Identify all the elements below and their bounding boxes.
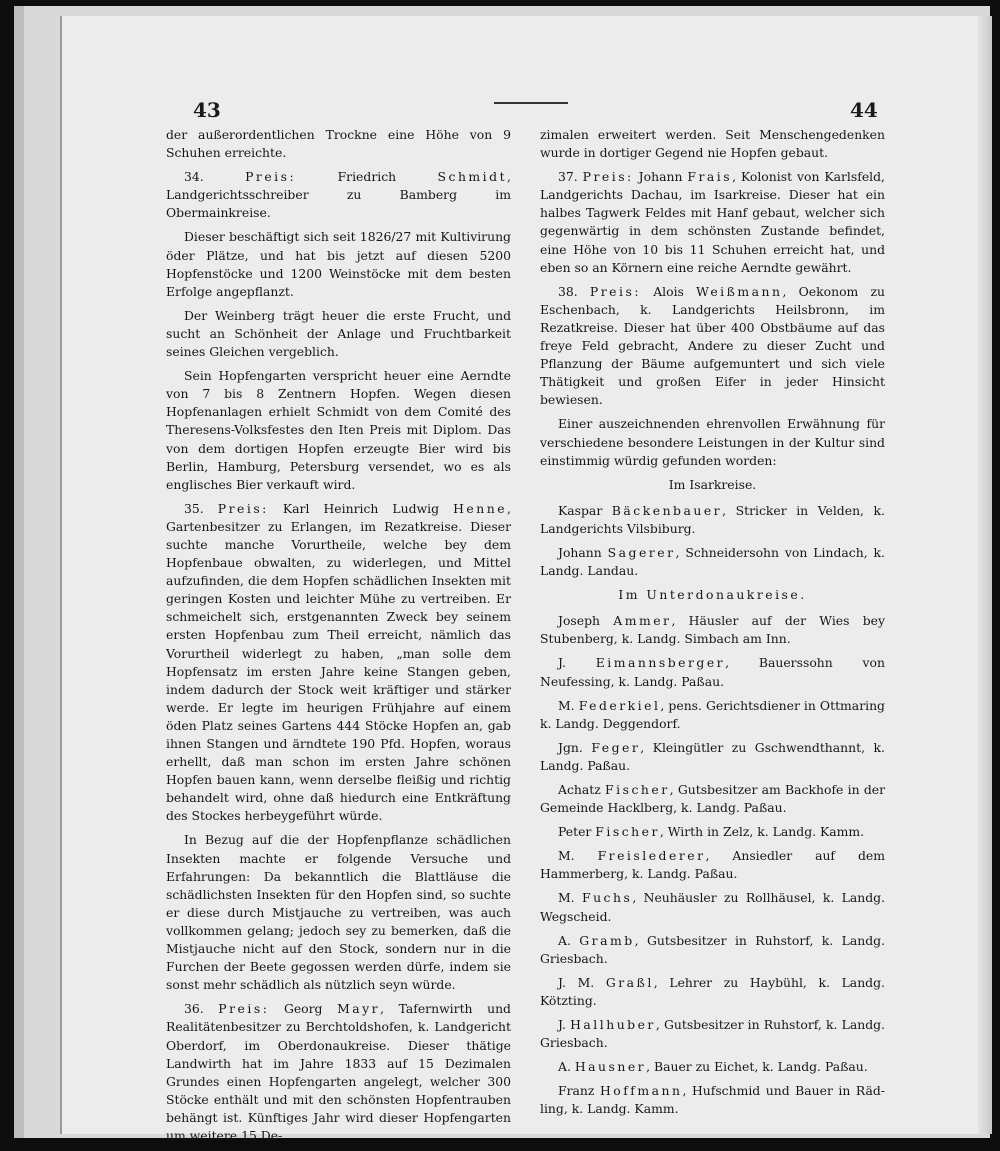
text-run: , Landgerichtsschreiber zu Bamberg im Obermainkreise. [166,169,511,221]
text-run: , pens. Gerichtsdiener in Ottmaring k. Landg. Deggendorf. [540,697,885,731]
paragraph [166,126,511,162]
text-run: 34. [184,169,246,185]
spaced-name: Schmidt [437,169,508,185]
text-run: , Häusler auf der Wies bey Stubenberg, k. Landg. Simbach am Inn. [540,613,885,647]
text-run: Friedrich [296,169,438,185]
text-run: , Ansiedler auf dem Hammerberg, k. Landg. Paßau. [540,848,885,882]
page-number-right: 44 [850,98,878,122]
spaced-name: Mayr [337,1001,381,1017]
text-run: Peter [558,824,596,840]
paragraph [540,823,885,841]
spaced-name: Preis: [245,169,297,185]
paragraph [540,974,885,1010]
text-run: der außerordentlichen Trockne eine Höhe von 9 Schuhen erreichte. [166,127,511,161]
text-run: , Gutsbesitzer am Backhofe in der Gemeinde Hacklberg, k. Landg. Paßau. [540,782,886,816]
text-run: Alois [641,283,697,299]
text-run: Sein Hopfengarten verspricht heuer eine Aerndte von 7 bis 8 Zentnern Hopfen. Wegen diesen Hopfenanlagen erhielt Schmidt von dem Comité des Theresens-Volksfestes den Iten Preis mit Diplom. Das von dem dortigen Hopfen erzeugte Bier wird bis Berlin, Hamburg, Petersburg versendet, wo es als englisches Bier verkauft wird. [166,368,511,492]
spaced-name: Fischer [595,824,660,840]
paragraph [540,1058,885,1076]
spaced-name: Fischer [605,782,670,797]
text-run: Joseph [558,613,614,629]
text-run: , Bauer zu Eichet, k. Landg. Paßau. [646,1059,868,1075]
text-run: , Gutsbesitzer in Ruhstorf, k. Landg. Griesbach. [540,932,886,966]
text-run: In Bezug auf die der Hopfenpflanze schädlichen Insekten machte er folgende Versuche und Erfahrungen: Da bekanntlich die Blattläuse die schädlichsten Insekten für den Hopfen sind, so suchte er diese durch Mistjauche zu vertreiben, was auch vollkommen gelang; jedoch sey zu bemerken, daß die Mistjauche nicht auf den Stock, sondern nur in die Furchen der Beete gegossen werden dürfe, indem sie sonst mehr schädlich als nützlich seyn würde. [166,832,511,993]
paragraph [540,612,885,648]
section-heading [540,586,885,604]
paragraph [540,1082,885,1118]
text-run: Kaspar [558,502,612,518]
spaced-name: Frais [687,169,733,185]
spaced-name: Feger [591,739,641,755]
right-text-column [540,126,885,1125]
paragraph [540,126,885,162]
spaced-name: Hausner [574,1059,647,1075]
paragraph [540,654,885,690]
paragraph [540,1016,885,1052]
text-run: , Gartenbesitzer zu Erlangen, im Rezatkreise. Dieser suchte manche Vorurtheile, welche bey dem Hopfenbaue obwalten, zu widerlegen, und Mittel aufzufinden, die dem Hopfen schädlichen Insekten mit geringen Kosten und leichter Mühe zu vertreiben. Er schmeichelt sich, erstgenannten Zweck bey seinem ersten Hopfenbau zum Theil erreicht, nämlich das Vorurtheil widerlegt zu haben, „man solle dem Hopfensatz im ersten Jahre keine Stangen geben, indem dadurch der Stock weit kräftiger und stärker werde. Er legte im heurigen Frühjahre auf einem öden Platz seines Gartens 444 Stöcke Hopfen an, gab ihnen Stangen und ärndtete 190 Pfd. Hopfen, woraus erhellt, daß man schon im ersten Jahre schönen Hopfen bauen kann, wenn derselbe fleißig und richtig behandelt wird, ohne daß hiedurch eine Entkräftung des Stockes herbeygeführt würde. [166,500,511,824]
text-run: M. [558,697,579,713]
text-run: Karl Heinrich Ludwig [268,500,454,516]
spaced-name: Hallhuber [570,1017,656,1033]
paragraph [540,847,885,883]
spaced-name: Bäckenbauer [611,502,723,518]
text-run: M. [558,848,598,864]
spaced-name: Preis: [218,1001,270,1017]
text-run: , Wirth in Zelz, k. Landg. Kamm. [659,824,865,840]
left-text-column [166,126,511,1151]
paragraph [540,932,885,968]
spaced-name: Hoffmann [599,1083,683,1099]
text-run: zimalen erweitert werden. Seit Menschengedenken wurde in dortiger Gegend nie Hopfen gebaut. [540,127,885,161]
text-run: A. [558,932,580,948]
paragraph [166,500,511,826]
paragraph [166,307,511,361]
text-run: Dieser beschäftigt sich seit 1826/27 mit Kultivirung öder Plätze, und hat bis jetzt auf diesen 5200 Hopfenstöcke und 1200 Weinstöcke mit dem besten Erfolge angepflanzt. [166,229,511,299]
text-run: , Hufschmid und Bauer in Räd-ling, k. Landg. Kamm. [540,1083,885,1117]
text-run: Achatz [558,782,606,797]
text-run: J. M. [558,974,606,990]
spaced-name: Im Unterdonaukreise. [618,587,807,603]
text-run: 36. [184,1001,219,1017]
text-run: M. [558,890,582,906]
spaced-name: Henne [453,500,508,516]
text-run: , Neuhäusler zu Rollhäusel, k. Landg. Wegscheid. [540,890,885,924]
paragraph [540,544,885,580]
paragraph [540,415,885,469]
paragraph [540,283,885,410]
paragraph [540,168,885,277]
spaced-name: Preis: [582,169,634,185]
text-run: , Bauerssohn von Neufessing, k. Landg. Paßau. [540,655,885,689]
text-run: 38. [558,283,590,299]
spaced-name: Fuchs [581,890,633,906]
paragraph [166,831,511,994]
text-run: Im Isarkreise. [668,476,757,492]
spaced-name: Eimannsberger [595,655,726,671]
header-rule [494,102,568,104]
text-run: Der Weinberg trägt heuer die erste Frucht, und sucht an Schönheit der Anlage und Fruchtbarkeit seines Gleichen vergeblich. [166,307,511,360]
text-run: , Kleingütler zu Gschwendthannt, k. Landg. Paßau. [540,739,885,773]
paragraph [540,739,885,775]
spaced-name: Sagerer [607,544,676,560]
text-run: J. [558,1017,571,1033]
spaced-name: Graßl [605,974,654,990]
text-run: Jgn. [558,739,592,755]
paragraph [540,502,885,538]
spaced-name: Freislederer [597,848,706,864]
text-run: Einer auszeichnenden ehrenvollen Erwähnung für verschiedene besondere Leistungen in der Kultur sind einstimmig würdig gefunden worden: [540,416,885,468]
spaced-name: Federkiel [578,697,661,713]
text-run: 37. [558,169,583,185]
paragraph [540,889,885,925]
page-number-left: 43 [193,98,221,122]
text-run: , Lehrer zu Haybühl, k. Landg. Kötzting. [540,974,885,1008]
text-run: A. [558,1059,575,1075]
text-run: J. [558,655,596,671]
text-run: Johann [558,544,608,560]
text-run: , Schneidersohn von Lindach, k. Landg. Landau. [540,544,885,579]
text-run: , Oekonom zu Eschenbach, k. Landgerichts Heilsbronn, im Rezatkreise. Dieser hat über 400 Obstbäume auf das freye Feld gebracht, Andere zu dieser Zucht und Pflanzung der Bäume aufgemuntert und sich viele Thätigkeit und großen Eifer in jeder Hinsicht bewiesen. [540,283,885,408]
paragraph [540,781,885,817]
text-run: , Stricker in Velden, k. Landgerichts Vilsbiburg. [540,502,885,536]
spaced-name: Weißmann [696,283,783,299]
text-run: , Gutsbesitzer in Ruhstorf, k. Landg. Griesbach. [540,1017,885,1051]
spaced-name: Preis: [589,283,641,299]
text-run: Franz [558,1083,600,1099]
paragraph [166,168,511,222]
text-run: , Tafernwirth und Realitätenbesitzer zu Berchtoldshofen, k. Landgericht Oberdorf, im Oberdonaukreise. Dieser thätige Landwirth hat im Jahre 1833 auf 15 Dezimalen Grundes einen Hopfengarten angelegt, welcher 300 Stöcke enthält und mit den schönsten Hopfentrauben behängt ist. Künftiges Jahr wird dieser Hopfengarten um weitere 15 De- [166,1001,511,1143]
spaced-name: Preis: [217,500,269,516]
text-run: 35. [184,500,218,516]
text-run: Georg [269,1001,338,1017]
spaced-name: Gramb [579,932,635,948]
text-run: Johann [633,169,688,185]
paragraph [166,228,511,300]
paragraph [166,1000,511,1145]
paragraph [166,367,511,494]
text-run: , Kolonist von Karlsfeld, Landgerichts Dachau, im Isarkreise. Dieser hat ein halbes Tagwerk Feldes mit Hanf gebaut, welcher sich gegenwärtig in dem schönsten Zustande befindet, eine Höhe von 10 bis 11 Schuhen erreicht hat, und eben so an Körnern eine reiche Aerndte gewährt. [540,169,885,275]
spaced-name: Ammer [613,613,672,629]
section-heading [540,476,885,494]
paragraph [540,697,885,733]
